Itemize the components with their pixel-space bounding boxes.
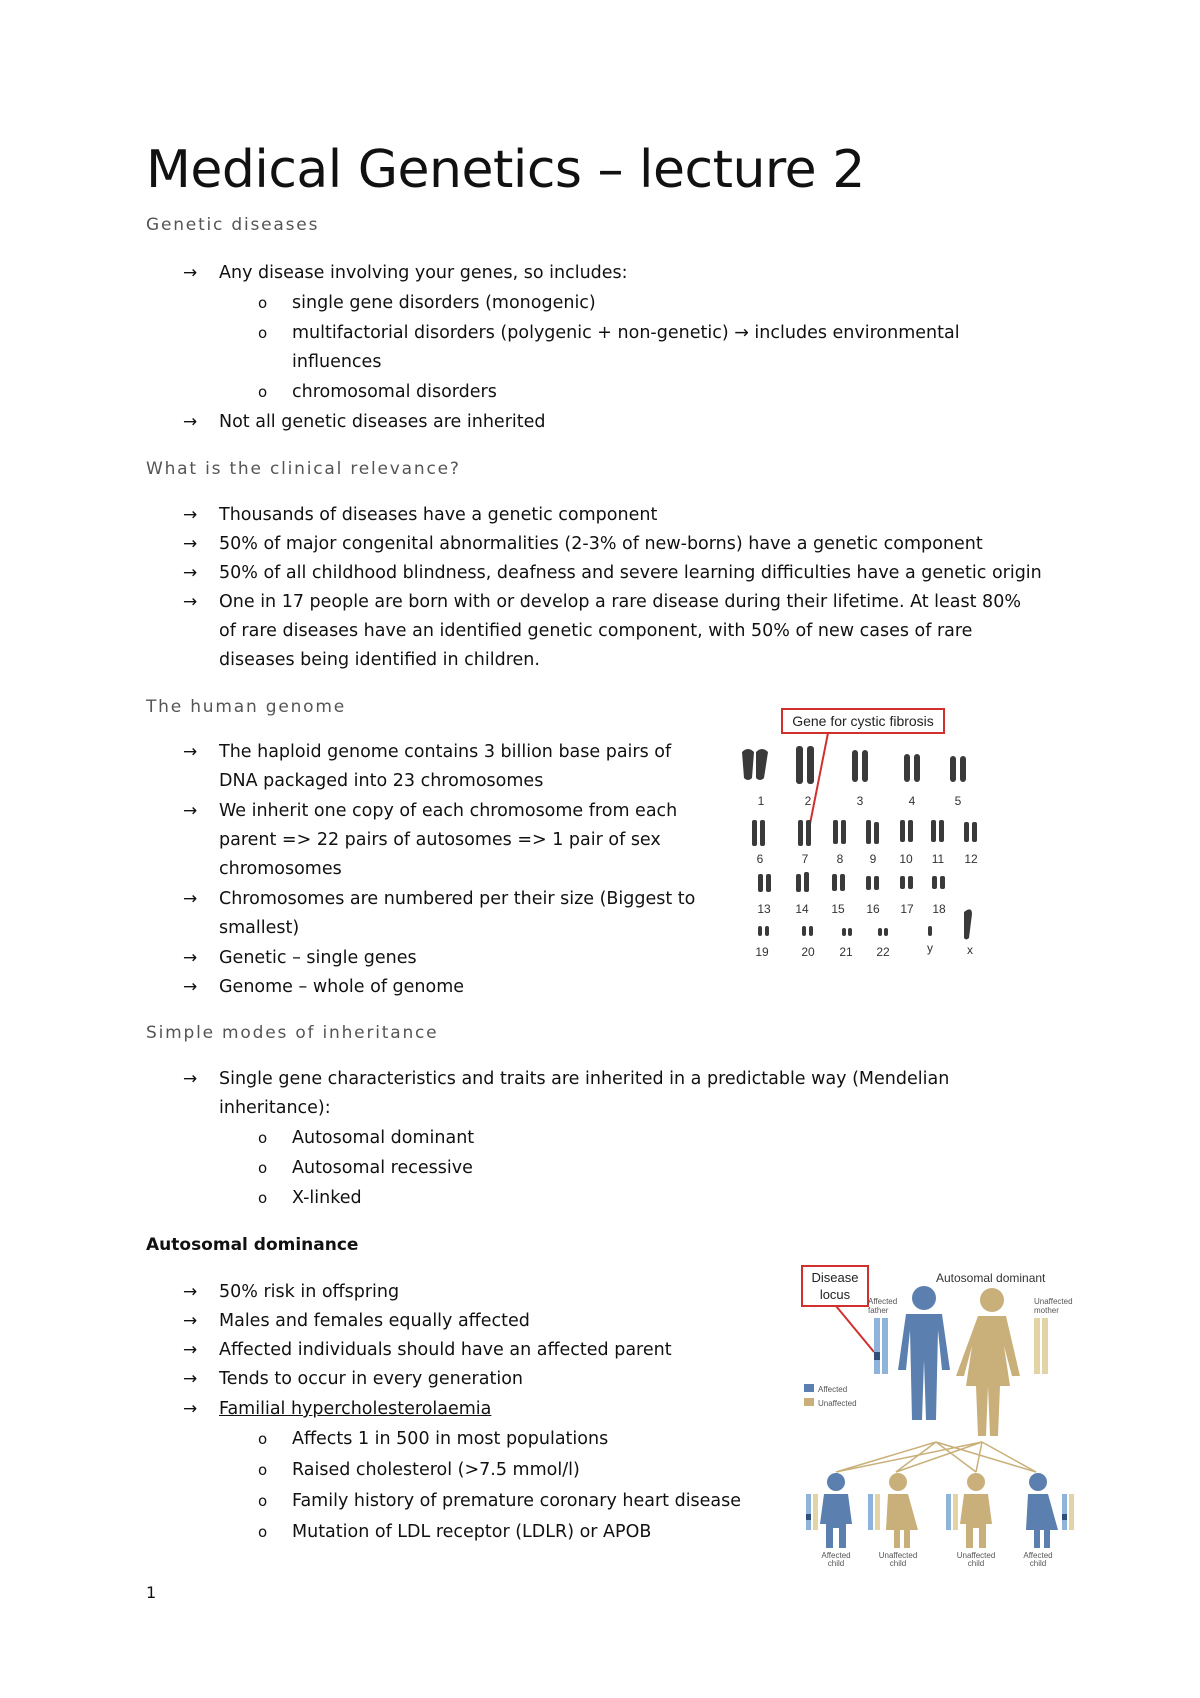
list-item: Not all genetic diseases are inherited	[219, 412, 546, 432]
disease-locus-mark	[874, 1352, 880, 1360]
sub-list-item: Raised cholesterol (>7.5 mmol/l)	[292, 1460, 580, 1480]
list-item: The haploid genome contains 3 billion base pairs of	[219, 742, 672, 762]
arrow-bullet: →	[183, 742, 198, 762]
sub-list-item: Autosomal dominant	[292, 1128, 475, 1148]
chromosome-number: 13	[757, 902, 771, 916]
child-figure-unaffected-1	[886, 1473, 918, 1548]
child1-label-1: Affected	[821, 1551, 851, 1560]
chromosome-number: 8	[836, 852, 844, 866]
list-item-cont: diseases being identified in children.	[219, 650, 540, 670]
chromosome-number: 3	[856, 794, 864, 808]
list-item: Tends to occur in every generation	[219, 1369, 523, 1389]
arrow-bullet: →	[183, 1340, 198, 1360]
chromosome-number: 1	[757, 794, 765, 808]
chromosome-number: 21	[839, 945, 853, 959]
arrow-bullet: →	[183, 1369, 198, 1389]
chromosome-label-y: y	[927, 941, 933, 955]
arrow-bullet: →	[183, 505, 198, 525]
chromosome-row-1	[742, 746, 966, 784]
chromosome-number: 18	[932, 902, 946, 916]
page-number: 1	[146, 1583, 157, 1602]
sub-list-item-cont: influences	[292, 352, 382, 372]
arrow-bullet: →	[183, 1282, 198, 1302]
inheritance-lines	[836, 1442, 1036, 1472]
arrow-bullet: →	[183, 1311, 198, 1331]
mother-chromosome	[1034, 1318, 1040, 1374]
sub-bullet: o	[258, 294, 268, 312]
chromosome-number: 2	[804, 794, 812, 808]
chromosome-number: 7	[801, 852, 809, 866]
chromosome-number: 11	[931, 852, 945, 866]
karyotype-figure	[728, 706, 1008, 986]
pedigree-title: Autosomal dominant	[936, 1271, 1046, 1285]
locus-label-line2: locus	[819, 1287, 851, 1302]
arrow-bullet: →	[183, 592, 198, 612]
child2-label-1: Unaffected	[878, 1551, 918, 1560]
mother-label-1: Unaffected	[1034, 1297, 1073, 1306]
arrow-bullet: →	[183, 801, 198, 821]
page-title: Medical Genetics – lecture 2	[146, 140, 865, 200]
sub-bullet: o	[258, 1461, 268, 1479]
chromosome-number: 15	[831, 902, 845, 916]
chromosome-row-2	[752, 820, 977, 846]
legend-affected-swatch	[804, 1384, 814, 1392]
arrow-bullet: →	[183, 889, 198, 909]
father-figure	[898, 1286, 950, 1420]
sub-bullet: o	[258, 1129, 268, 1147]
list-item: Any disease involving your genes, so includes:	[219, 263, 628, 283]
list-item: One in 17 people are born with or develop a rare disease during their lifetime. At least 80%	[219, 592, 1021, 612]
chromosome-number: 19	[755, 945, 769, 959]
child4-label-1: Affected	[1023, 1551, 1053, 1560]
sub-bullet: o	[258, 383, 268, 401]
father-chromosome	[874, 1318, 880, 1374]
list-item: Thousands of diseases have a genetic component	[219, 505, 658, 525]
child-figure-affected-2	[1026, 1473, 1058, 1548]
chromosome-row-3	[758, 872, 945, 892]
sub-list-item: Autosomal recessive	[292, 1158, 473, 1178]
legend-unaffected-swatch	[804, 1398, 814, 1406]
father-label-1: Affected	[868, 1297, 898, 1306]
sub-bullet: o	[258, 1523, 268, 1541]
list-item: We inherit one copy of each chromosome from each	[219, 801, 678, 821]
arrow-bullet: →	[183, 412, 198, 432]
sub-list-item: chromosomal disorders	[292, 382, 497, 402]
arrow-bullet: →	[183, 1069, 198, 1089]
sub-bullet: o	[258, 1430, 268, 1448]
list-item: Single gene characteristics and traits are inherited in a predictable way (Mendelian	[219, 1069, 950, 1089]
sub-list-item: Family history of premature coronary heart disease	[292, 1491, 742, 1511]
sub-bullet: o	[258, 324, 268, 342]
chromosome-number: 22	[876, 945, 890, 959]
child2-label-2: child	[889, 1559, 907, 1567]
child4-label-2: child	[1029, 1559, 1047, 1567]
child3-label-1: Unaffected	[956, 1551, 996, 1560]
list-item-cont: parent => 22 pairs of autosomes => 1 pair of sex	[219, 830, 661, 850]
list-item: Males and females equally affected	[219, 1311, 530, 1331]
section-heading-genome: The human genome	[146, 697, 346, 717]
section-heading-simple-modes: Simple modes of inheritance	[146, 1023, 439, 1043]
fh-link[interactable]: Familial hypercholesterolaemia	[219, 1399, 492, 1419]
legend-affected: Affected	[818, 1385, 848, 1394]
arrow-bullet: →	[183, 263, 198, 283]
arrow-bullet: →	[183, 1399, 198, 1419]
arrow-bullet: →	[183, 534, 198, 554]
sub-list-item: multifactorial disorders (polygenic + non-genetic) → includes environmental	[292, 323, 960, 343]
sub-list-item: X-linked	[292, 1188, 362, 1208]
legend-unaffected: Unaffected	[818, 1399, 857, 1408]
chromosome-number: 5	[954, 794, 962, 808]
list-item: 50% of major congenital abnormalities (2-3% of new-borns) have a genetic component	[219, 534, 983, 554]
list-item-cont: inheritance):	[219, 1098, 331, 1118]
list-item: Genetic – single genes	[219, 948, 417, 968]
arrow-bullet: →	[183, 977, 198, 997]
chromosome-number: 10	[899, 852, 913, 866]
child3-label-2: child	[967, 1559, 985, 1567]
section-heading-genetic-diseases: Genetic diseases	[146, 215, 320, 235]
sub-bullet: o	[258, 1492, 268, 1510]
pedigree-figure	[796, 1262, 1078, 1567]
chromosome-number: 12	[964, 852, 978, 866]
list-item: Genome – whole of genome	[219, 977, 465, 997]
list-item: 50% risk in offspring	[219, 1282, 400, 1302]
chromosome-number: 16	[866, 902, 880, 916]
sub-bullet: o	[258, 1189, 268, 1207]
cf-label: Gene for cystic fibrosis	[792, 713, 934, 729]
mother-figure	[956, 1288, 1020, 1436]
chromosome-number: 4	[908, 794, 916, 808]
list-item-cont: of rare diseases have an identified genetic component, with 50% of new cases of rare	[219, 621, 973, 641]
chromosome-number: 17	[900, 902, 914, 916]
chromosome-label-x: x	[967, 943, 973, 957]
list-item: 50% of all childhood blindness, deafness and severe learning difficulties have a genetic origin	[219, 563, 1042, 583]
child1-label-2: child	[827, 1559, 845, 1567]
list-item-cont: smallest)	[219, 918, 300, 938]
chromosome-number: 20	[801, 945, 815, 959]
chromosome-number: 6	[756, 852, 764, 866]
list-item-cont: DNA packaged into 23 chromosomes	[219, 771, 544, 791]
list-item: Chromosomes are numbered per their size (Biggest to	[219, 889, 696, 909]
arrow-bullet: →	[183, 563, 198, 583]
mother-label-2: mother	[1034, 1306, 1059, 1315]
father-label-2: father	[868, 1306, 889, 1315]
sub-list-item: single gene disorders (monogenic)	[292, 293, 596, 313]
sub-bullet: o	[258, 1159, 268, 1177]
sub-list-item: Affects 1 in 500 in most populations	[292, 1429, 609, 1449]
list-item-cont: chromosomes	[219, 859, 342, 879]
chromosome-number: 14	[795, 902, 809, 916]
chromosome-number: 9	[869, 852, 877, 866]
child-figure-affected-1	[820, 1473, 852, 1548]
section-heading-ad: Autosomal dominance	[146, 1235, 359, 1255]
sub-list-item: Mutation of LDL receptor (LDLR) or APOB	[292, 1522, 652, 1542]
child-figure-unaffected-2	[960, 1473, 992, 1548]
list-item: Affected individuals should have an affected parent	[219, 1340, 672, 1360]
arrow-bullet: →	[183, 948, 198, 968]
section-heading-clinical: What is the clinical relevance?	[146, 459, 461, 479]
locus-label-line1: Disease	[811, 1270, 859, 1285]
